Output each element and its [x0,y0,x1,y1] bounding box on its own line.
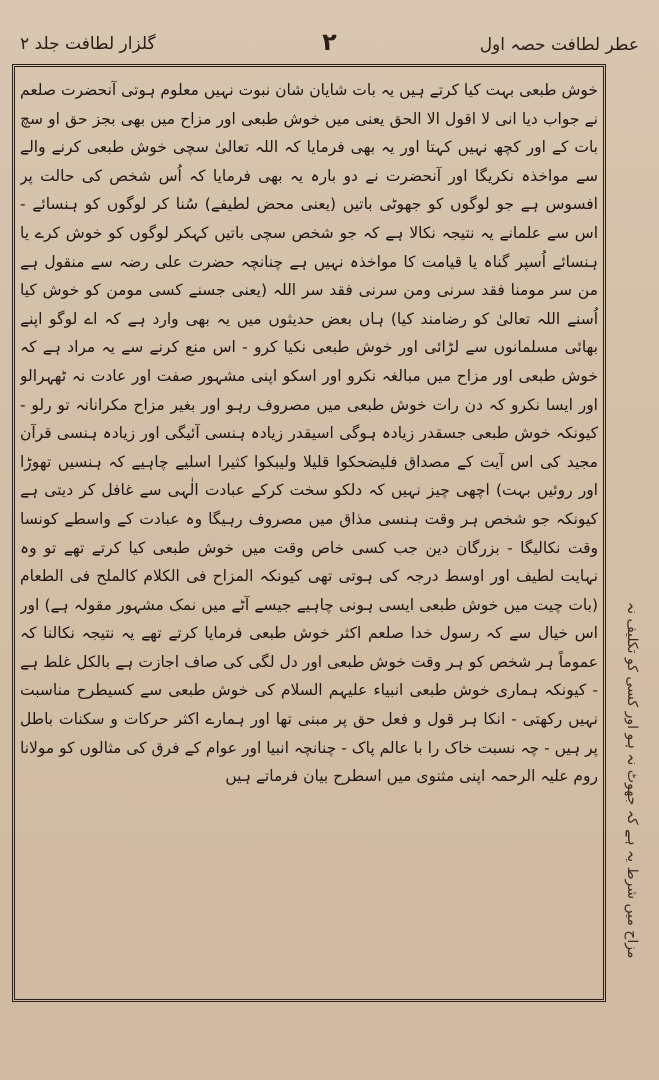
header-volume-title: گلزار لطافت جلد ۲ [20,34,156,54]
handwritten-margin-note: مزاح میں شرط یہ ہے کہ جھوٹ نہ ہو اور کسی کو تکلیف نہ [624,601,640,959]
page-number: ۲ [322,28,337,56]
header-book-title: عطر لطافت حصہ اول [479,35,639,55]
body-text: خوش طبعی بہت کیا کرتے ہیں یہ بات شایان شان نبوت نہیں معلوم ہوتی آنحضرت صلعم نے جواب دیا انی لا اقول الا الحق یعنی میں خوش طبعی اور مزاح میں بھی بجز حق او سچ بات کے اور کچھ نہیں کہتا اور یہ بھی فرمایا کہ اللہ تعالیٰ سچی خوش طبعی کرنے والے سے مواخذہ نکریگا اور آنحضرت نے دو بارہ یہ بھی فرمایا کہ اُس شخص کی حالت پر افسوس ہے جو لوگوں کو جھوٹی باتیں (یعنی محض لطیفے) سُنا کر لوگوں کو ہنسائے - اس سے علمانے یہ نتیجہ نکالا ہے کہ جو شخص سچی باتیں کہکر لوگوں کو خوش کرے یا ہنسائے اُسپر گناہ یا قیامت کا مواخذہ نہیں ہے چنانچہ حضرت علی رضہ سے منقول ہے من سر مومنا فقد سرنی ومن سرنی فقد سر اللہ (یعنی جسنے کسی مومن کو خوش کیا اُسنے اللہ تعالیٰ کو رضامند کیا) ہاں بعض حدیثوں میں یہ بھی وارد ہے کہ اے لوگو اپنے بھائی مسلمانوں سے لڑائی اور خوش طبعی نکیا کرو - اس منع کرنے سے یہ مراد ہے کہ خوش طبعی اور مزاح میں مبالغہ نکرو اور اسکو اپنی مشہور صفت اور عادت نہ ٹھہرالو اور ایسا نکرو کہ دن رات خوش طبعی میں مصروف رہو اور بغیر مزاح مکرانانہ تو رلو - کیونکہ خوش طبعی جسقدر زیادہ ہوگی اسیقدر زیادہ ہنسی آئیگی اور زیادہ ہنسی قرآن مجید کی اس آیت کے مصداق فلیضحکوا قلیلا ولیبکوا کثیرا اسلیے چاہیے کہ ہنسیں تھوڑا اور روئیں بہت) اچھی چیز نہیں کہ دلکو سخت کرکے عبادت الٰہی سے غافل کر دیتی ہے کیونکہ جو شخص ہر وقت ہنسی مذاق میں مصروف رہیگا وہ عبادت کے واسطے کونسا وقت نکالیگا - بزرگان دین جب کسی خاص وقت میں خوش طبعی کیا کرتے تھے تو وہ نہایت لطیف اور اوسط درجہ کی ہوتی تھی کیونکہ المزاح فی الکلام کالملح فی الطعام (بات چیت میں خوش طبعی ایسی ہونی چاہیے جیسے آٹے میں نمک مشہور مقولہ ہے) اور اس خیال سے کہ رسول خدا صلعم اکثر خوش طبعی فرمایا کرتے تھے یہ نتیجہ نکالنا کہ عموماً ہر شخص کو ہر وقت خوش طبعی اور دل لگی کی صاف اجازت ہے بالکل غلط ہے - کیونکہ ہماری خوش طبعی انبیاء علیہم السلام کی خوش طبعی سے کسیطرح مناسبت نہیں رکھتی - انکا ہر قول و فعل حق پر مبنی تھا اور ہمارے اکثر حرکات و سکنات باطل پر ہیں - چہ نسبت خاک را با عالم پاک - چنانچہ انبیا اور عوام کے فرق کی مثالوں کو مولانا روم علیہ الرحمہ اپنی مثنوی میں اسطرح بیان فرماتے ہیں [20,81,598,786]
page-header [14,28,645,62]
